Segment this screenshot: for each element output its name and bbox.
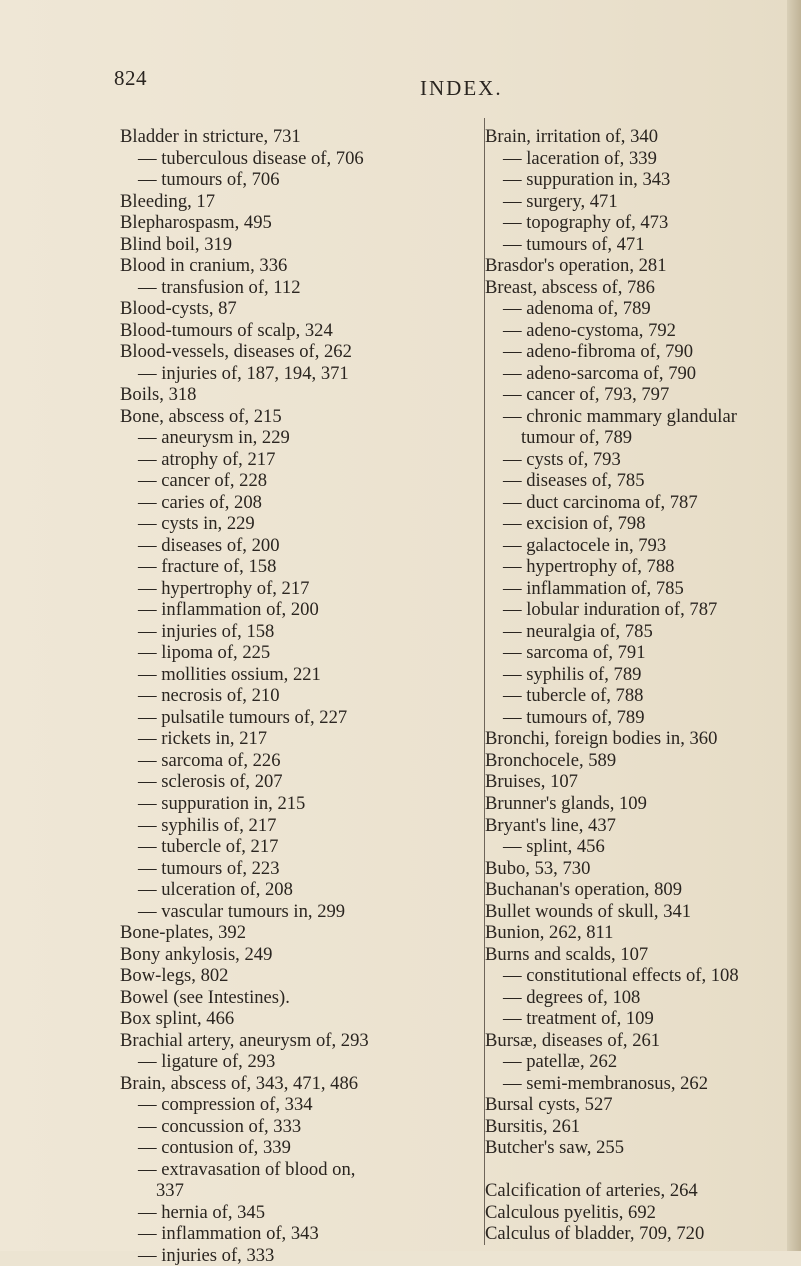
index-entry: Bryant's line, 437 [485,814,616,836]
index-subentry: — suppuration in, 215 [138,792,306,814]
index-subentry: — hypertrophy of, 788 [503,556,675,578]
index-subentry: — chronic mammary glandular [503,405,737,427]
index-subentry: — ligature of, 293 [138,1051,276,1073]
index-entry: Calcification of arteries, 264 [485,1180,698,1202]
index-subentry: — pulsatile tumours of, 227 [138,706,348,728]
index-entry: Blood-cysts, 87 [120,298,237,320]
index-entry: Bursal cysts, 527 [485,1094,613,1116]
left-index-column [120,126,460,1266]
index-entry: Brachial artery, aneurysm of, 293 [120,1029,369,1051]
index-subentry: — caries of, 208 [138,491,262,513]
index-subentry: — extravasation of blood on, [138,1158,356,1180]
index-subentry: — compression of, 334 [138,1094,313,1116]
index-entry: Blood-vessels, diseases of, 262 [120,341,352,363]
index-entry: Brasdor's operation, 281 [485,255,667,277]
index-entry: Bunion, 262, 811 [485,922,614,944]
index-entry: Bruises, 107 [485,771,578,793]
index-subentry: — topography of, 473 [503,212,669,234]
index-entry: Calculus of bladder, 709, 720 [485,1223,705,1245]
index-subentry: — fracture of, 158 [138,556,277,578]
index-subentry: — inflammation of, 200 [138,599,319,621]
index-subentry: 337 [156,1180,184,1202]
index-subentry: — tumours of, 223 [138,857,280,879]
index-subentry: — transfusion of, 112 [138,276,301,298]
index-subentry: — aneurysm in, 229 [138,427,290,449]
running-head: INDEX. [420,76,503,100]
index-subentry: — sclerosis of, 207 [138,771,283,793]
index-subentry: — injuries of, 333 [138,1244,275,1266]
index-subentry: — hypertrophy of, 217 [138,577,310,599]
index-subentry: — inflammation of, 343 [138,1223,319,1245]
index-entry: Blood in cranium, 336 [120,255,288,277]
index-entry: Brain, irritation of, 340 [485,126,658,147]
index-entry: Blepharospasm, 495 [120,212,272,234]
index-subentry: — adenoma of, 789 [503,298,651,320]
index-subentry: — rickets in, 217 [138,728,268,750]
index-entry: Bow-legs, 802 [120,965,229,987]
index-entry: Buchanan's operation, 809 [485,879,682,901]
right-index-column [484,118,785,1245]
index-entry: Bone-plates, 392 [120,922,246,944]
index-subentry: — neuralgia of, 785 [503,620,653,642]
index-subentry: — cysts of, 793 [503,448,621,470]
index-subentry: — surgery, 471 [503,190,618,212]
index-subentry: — injuries of, 158 [138,620,275,642]
index-subentry: tumour of, 789 [521,427,633,449]
index-subentry: — tubercle of, 788 [503,685,644,707]
index-entry: Bladder in stricture, 731 [120,126,301,147]
index-subentry: — cancer of, 793, 797 [503,384,670,406]
index-entry: Brain, abscess of, 343, 471, 486 [120,1072,359,1094]
index-subentry: — constitutional effects of, 108 [503,965,739,987]
index-subentry: — tumours of, 789 [503,706,645,728]
index-entry: Blood-tumours of scalp, 324 [120,319,333,341]
index-subentry: — duct carcinoma of, 787 [503,491,698,513]
index-subentry: — lipoma of, 225 [138,642,271,664]
index-subentry: — atrophy of, 217 [138,448,276,470]
index-subentry: — syphilis of, 789 [503,663,642,685]
index-entry: Burns and scalds, 107 [485,943,649,965]
index-subentry: — cysts in, 229 [138,513,255,535]
index-subentry: — syphilis of, 217 [138,814,277,836]
index-subentry: — tumours of, 471 [503,233,645,255]
index-subentry: — concussion of, 333 [138,1115,302,1137]
index-entry: Breast, abscess of, 786 [485,276,655,298]
index-subentry: — adeno-sarcoma of, 790 [503,362,697,384]
index-entry: Bronchocele, 589 [485,749,617,771]
index-subentry: — tubercle of, 217 [138,836,279,858]
page-number: 824 [114,66,147,90]
index-subentry: — adeno-fibroma of, 790 [503,341,694,363]
index-entry: Bone, abscess of, 215 [120,405,282,427]
index-subentry: — lobular induration of, 787 [503,599,718,621]
page-edge-shadow [787,0,801,1251]
index-entry: Calculous pyelitis, 692 [485,1201,656,1223]
index-subentry: — suppuration in, 343 [503,169,671,191]
index-subentry: — semi-membranosus, 262 [503,1072,709,1094]
index-subentry: — treatment of, 109 [503,1008,654,1030]
index-subentry: — ulceration of, 208 [138,879,293,901]
index-subentry: — sarcoma of, 226 [138,749,281,771]
index-entry: Butcher's saw, 255 [485,1137,624,1159]
index-entry: Boils, 318 [120,384,197,406]
index-subentry: — contusion of, 339 [138,1137,291,1159]
index-entry: Bony ankylosis, 249 [120,943,273,965]
index-entry: Bleeding, 17 [120,190,216,212]
index-entry: Box splint, 466 [120,1008,235,1030]
index-entry: Bursitis, 261 [485,1115,581,1137]
index-subentry: — diseases of, 200 [138,534,280,556]
index-subentry: — laceration of, 339 [503,147,657,169]
index-subentry: — excision of, 798 [503,513,646,535]
index-entry: Bowel (see Intestines). [120,986,290,1008]
index-subentry: — hernia of, 345 [138,1201,266,1223]
index-subentry: — tuberculous disease of, 706 [138,147,364,169]
index-subentry: — splint, 456 [503,836,605,858]
index-subentry: — injuries of, 187, 194, 371 [138,362,349,384]
index-subentry: — sarcoma of, 791 [503,642,646,664]
index-entry: Brunner's glands, 109 [485,792,647,814]
index-entry: Blind boil, 319 [120,233,233,255]
index-subentry: — vascular tumours in, 299 [138,900,346,922]
index-entry: Bursæ, diseases of, 261 [485,1029,661,1051]
index-subentry: — cancer of, 228 [138,470,268,492]
index-subentry: — inflammation of, 785 [503,577,684,599]
index-entry [485,1159,785,1181]
index-subentry: — diseases of, 785 [503,470,645,492]
index-subentry: — degrees of, 108 [503,986,641,1008]
index-entry: Bronchi, foreign bodies in, 360 [485,728,718,750]
index-subentry: — patellæ, 262 [503,1051,618,1073]
index-subentry: — galactocele in, 793 [503,534,667,556]
index-subentry: — adeno-cystoma, 792 [503,319,676,341]
index-entry: Bubo, 53, 730 [485,857,591,879]
index-subentry: — tumours of, 706 [138,169,280,191]
index-entry: Bullet wounds of skull, 341 [485,900,692,922]
index-subentry: — necrosis of, 210 [138,685,280,707]
index-subentry: — mollities ossium, 221 [138,663,321,685]
